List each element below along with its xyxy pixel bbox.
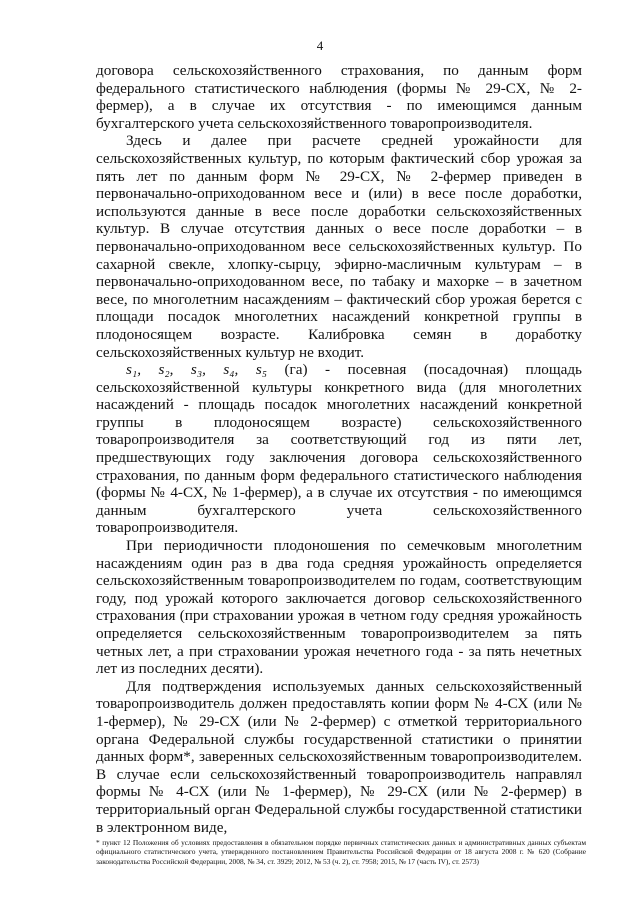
paragraph-5: Для подтверждения используемых данных сельскохозяйственный товаропроизводитель должен предоставлять копии форм № 4-СХ (или № 1-фермер), № 29-СХ (или № 2-фермер) с отметкой территориального органа Федеральной службы государственной статистики о принятии данных форм*, заверенных сельскохозяйственным товаропроизводителем. В случае если сельскохозяйственный товаропроизводитель направлял формы № 4-СХ (или № 1-фермер), № 29-СХ (или № 2-фермер) в территориальный орган Федеральной службы государственной статистики в электронном виде, <box>96 677 582 836</box>
document-body <box>96 62 582 836</box>
page-number: 4 <box>316 38 324 53</box>
paragraph-3 <box>96 361 582 537</box>
area-formula: s₁, s₂, s₃, s₄, s₅ <box>126 361 268 379</box>
paragraph-4: При периодичности плодоношения по семечковым многолетним насаждениям один раз в два года средняя урожайность определяется сельскохозяйственным товаропроизводителем по годам, соответствующим году, под урожай которого заключается договор сельскохозяйственного страхования (при страховании урожая в четном году средняя урожайность определяется сельскохозяйственным товаропроизводителем за пять четных лет, а при страховании урожая нечетного года - за пять нечетных лет из последних десяти). <box>96 537 582 678</box>
footnote: * пункт 12 Положения об условиях предоставления в обязательном порядке первичных статистических данных и административных данных субъектам официального статистического учета, утвержденного постановлением Правительства Российской Федерации от 18 августа 2008 г. № 620 (Собрание законодательства Российской Федерации, 2008, № 34, ст. 3929; 2012, № 53 (ч. 2), ст. 7958; 2015, № 17 (часть IV), ст. 2573) <box>96 838 586 866</box>
paragraph-1: договора сельскохозяйственного страхования, по данным форм федерального статистического наблюдения (формы № 29-СХ, № 2-фермер), а в случае их отсутствия - по имеющимся данным бухгалтерского учета сельскохозяйственного товаропроизводителя. <box>96 62 582 132</box>
paragraph-2: Здесь и далее при расчете средней урожайности для сельскохозяйственных культур, по которым фактический сбор урожая за пять лет по данным форм № 29-СХ, № 2-фермер приведен в первоначально-оприходованном весе и (или) в весе после доработки, используются данные в весе после доработки сельскохозяйственных культур. В случае отсутствия данных о весе после доработки – в первоначально-оприходованном весе сельскохозяйственных культур. По сахарной свекле, хлопку-сырцу, эфирно-масличным культурам – в первоначально-оприходованном весе, по табаку и махорке – в зачетном весе, по многолетним насаждениям – фактический сбор урожая берется с площади посадок многолетних насаждений конкретной группы в плодоносящем возрасте. Калибровка семян в доработку сельскохозяйственных культур не входит. <box>96 132 582 361</box>
paragraph-3-text: (га) - посевная (посадочная) площадь сельскохозяйственной культуры конкретного вида (для многолетних насаждений - площадь посадок многолетних насаждений конкретной группы в плодоносящем возрасте) сельскохозяйственного товаропроизводителя за соответствующий год из пяти лет, предшествующих году заключения договора сельскохозяйственного страхования, по данным форм федерального статистического наблюдения (формы № 4-СХ, № 1-фермер), а в случае их отсутствия - по имеющимся данным бухгалтерского учета сельскохозяйственного товаропроизводителя. <box>96 361 582 537</box>
